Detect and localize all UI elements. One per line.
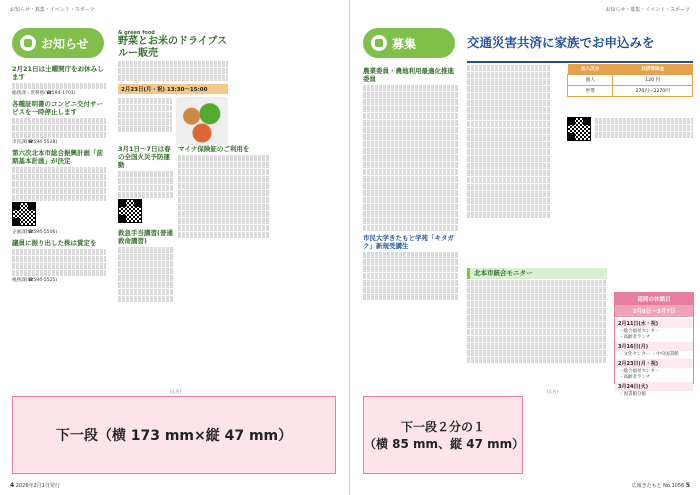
feature-date: 2月23日(月・祝) 13:30〜15:00 [118, 84, 228, 94]
running-header: お知らせ・募集・イベント・スポーツ [10, 7, 95, 13]
table-cell: 個人 [568, 75, 613, 86]
right-page [351, 0, 700, 495]
left-column-3 [178, 142, 270, 382]
holiday-place: ・高齢者ランチ [619, 375, 651, 380]
qr-code[interactable] [12, 202, 36, 226]
ad-text-line2: （横 85 mm、縦 47 mm） [364, 437, 525, 451]
article-title: 第六次北本市総合振興計画「前期基本計画」が決定 [12, 149, 103, 165]
section-title: お知らせ [41, 36, 89, 51]
holiday-subheading: 2月8日〜3月7日 [615, 305, 693, 317]
right-column-3 [467, 268, 607, 382]
holiday-place: ・高齢者ランチ [619, 335, 651, 340]
table-cell: 世帯 [568, 86, 613, 97]
running-header: お知らせ・募集・イベント・スポーツ [605, 7, 690, 13]
page-number: 5 [685, 482, 690, 489]
article-contact: 市民課(☎594-5528) [12, 140, 58, 145]
ad-text-line1: 下一段２分の１ [400, 420, 485, 434]
article-title: 議員に振り出した株は賃定を [12, 239, 97, 247]
banner-heading: 交通災害共済に家族でお申込みを [467, 33, 693, 63]
feature-article [118, 30, 228, 145]
article-title: マイナ保険証のご利用を [178, 145, 250, 153]
holiday-date: 3月16日(月) [615, 342, 693, 351]
left-column-2 [118, 142, 174, 382]
folio [10, 482, 60, 489]
holiday-date: 2月11日(水・祝) [615, 319, 693, 328]
holiday-place: ・総合福祉センター [619, 369, 660, 374]
holiday-heading: 延岡の休館日 [615, 293, 693, 305]
holiday-place: ・総合福祉センター [619, 329, 660, 334]
article-title: 2月21日は土曜開庁をお休みします [12, 65, 104, 81]
article-title: 各種証明書のコンビニ交付サービスを一時停止します [12, 100, 103, 116]
pencil-icon [371, 35, 387, 51]
ad-label: (広告) [170, 389, 182, 394]
section-title: 募集 [392, 36, 417, 51]
article-title: 3月1日〜7日は春の全国火災予防運動 [118, 145, 171, 169]
table-header: 加入区分 [568, 64, 613, 75]
vegetables-photo [176, 97, 228, 145]
ad-label: (広告) [547, 389, 559, 394]
issue-number: 広報きたもと No.1056 [631, 483, 685, 489]
article-title: 農業委員・農地利用最適化推進委員 [363, 67, 454, 83]
subsection-heading: 北本市統合モニター [467, 268, 607, 279]
issue-date: 2026年2月1日発行 [15, 483, 60, 489]
holiday-date: 3月24日(火) [615, 382, 693, 391]
table-header: 共済等掛金 [613, 64, 693, 75]
article-contact: 税務課(☎594-5525) [12, 278, 58, 283]
ad-placeholder: 下一段（横 173 mm×縦 47 mm） [12, 396, 336, 474]
folio [632, 482, 690, 489]
holiday-place: ・文化センター ・中央図書館 [619, 352, 679, 357]
article-title: 市民大学きたもと学苑「キタガク」新規受講生 [363, 234, 454, 250]
fee-table-wrapper [567, 64, 693, 141]
qr-code[interactable] [567, 117, 591, 141]
table-cell: 270円〜2270円 [613, 86, 693, 97]
article-contact: 総務課・庶務係(☎594-1701) [12, 91, 76, 96]
info-icon [20, 35, 36, 51]
feature-tag: & green food [118, 30, 155, 36]
holiday-box [614, 292, 694, 397]
section-header-recruitment [363, 28, 455, 58]
article-title: 救急手当講習(普通救命講習) [118, 229, 173, 245]
right-column-2 [467, 64, 551, 264]
qr-code[interactable] [118, 199, 142, 223]
article-contact: 企画課(☎594-5506) [12, 230, 58, 235]
right-column-1 [363, 64, 459, 382]
section-header-notices [12, 28, 104, 58]
table-cell: 120 円 [613, 75, 693, 86]
page-number: 4 [10, 482, 15, 489]
holiday-place: ・図書館分館 [619, 392, 646, 397]
ad-placeholder [363, 396, 523, 474]
fee-table [567, 64, 693, 97]
holiday-date: 2月23日(月・祝) [615, 359, 693, 368]
left-column-1 [12, 62, 106, 382]
feature-headline: 野菜とお米のドライブスルー販売 [118, 36, 227, 59]
